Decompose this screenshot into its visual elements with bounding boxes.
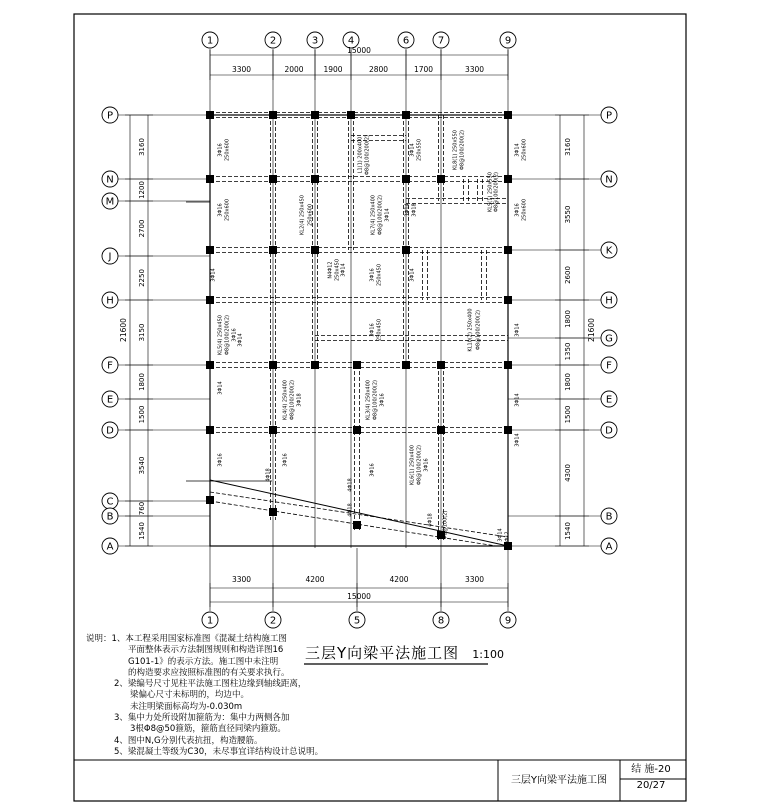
beam-annotation: 3Φ16 [369, 323, 376, 337]
dim-left-span: 1500 [138, 405, 146, 424]
dim-right-span: 1800 [564, 373, 572, 391]
note-line: 4、图中N,G分别代表抗扭，构造腰筋。 [114, 735, 263, 746]
grid-bubble-top-9-label: 9 [504, 35, 512, 47]
beam-annotation: 250x550 [416, 138, 423, 162]
note-line: 平面整体表示方法制图规则和构造详图16 [128, 645, 284, 656]
column-25 [504, 361, 512, 369]
column-13 [269, 246, 277, 254]
beam-annotation: 3Φ16 [369, 268, 376, 282]
beam-annotation: 3Φ16 [217, 143, 224, 157]
beam-annotation: 3Φ18 [296, 393, 303, 407]
column-16 [504, 246, 512, 254]
column-29 [437, 426, 445, 434]
column-21 [311, 361, 319, 369]
beam-annotation: Φ8@100/200(2) [289, 380, 296, 420]
dim-right-span: 4300 [564, 464, 572, 482]
dim-bottom-span: 4200 [389, 575, 409, 584]
column-11 [504, 175, 512, 183]
drawing-title-text: 三层Y向梁平法施工图 [305, 644, 460, 662]
beam-annotation: 3Φ14 [514, 143, 521, 157]
grid-bubble-right-D-label: D [605, 425, 613, 437]
grid-bubble-left-E-label: E [106, 394, 114, 406]
dim-left-total: 21600 [119, 318, 128, 342]
grid-bubble-top-4-label: 4 [347, 35, 355, 47]
beam-annotation: KL8(1) 250x550 [452, 130, 459, 170]
grid-bubble-left-C-label: C [106, 496, 114, 508]
dim-top-span: 2000 [284, 65, 304, 74]
beam-annotation: KL5(4) 250x450 [217, 315, 224, 355]
grid-bubble-top-1-label: 1 [206, 35, 214, 47]
beam-annotation: 3Φ14 [210, 268, 217, 282]
beam-annotation: 250x600 [307, 203, 314, 227]
beam-annotation: 3Φ16 [514, 203, 521, 217]
column-19 [206, 361, 214, 369]
beam-annotation: KL9(1) 250x550 [487, 172, 494, 212]
column-10 [437, 175, 445, 183]
beam-annotation: KL10(2) 250x400 [467, 308, 474, 352]
column-8 [311, 175, 319, 183]
beam-annotation: N2Φ12 [504, 531, 511, 549]
beam-annotation: KL2(4) 250x450 [299, 195, 306, 235]
column-30 [504, 426, 512, 434]
grid-bubble-left-P-label: P [106, 110, 114, 122]
beam-annotation: N4Φ12 [327, 261, 334, 279]
column-17 [206, 296, 214, 304]
grid-bubble-right-H-label: H [605, 295, 613, 307]
column-18 [504, 296, 512, 304]
drawing-title [305, 642, 504, 663]
beam-annotation: 4Φ18 [427, 513, 434, 527]
beam-annotation: Φ8@100/200(2) [372, 380, 379, 420]
column-14 [311, 246, 319, 254]
column-5 [504, 111, 512, 119]
grid-bubble-top-6-label: 6 [402, 35, 410, 47]
column-23 [402, 361, 410, 369]
beam-annotation: 3Φ16 [217, 453, 224, 467]
dim-right-span: 1540 [564, 522, 572, 540]
grid-bubble-left-H-label: H [106, 295, 114, 307]
grid-bubble-left-F-label: F [107, 360, 113, 372]
grid-bubble-bottom-2-label: 2 [269, 615, 277, 627]
dim-left-span: 3540 [138, 456, 146, 475]
dim-right-span: 1800 [564, 310, 572, 328]
beam-annotation: 3Φ14 [409, 268, 416, 282]
beam-annotation: 3Φ14 [404, 203, 411, 217]
grid-bubble-left-D-label: D [106, 425, 114, 437]
dim-right-span: 2600 [564, 266, 572, 284]
dim-top-span: 1900 [323, 65, 343, 74]
column-26 [206, 426, 214, 434]
dim-left-span: 2250 [138, 269, 146, 287]
general-notes [86, 634, 326, 758]
grid-bubble-bottom-5-label: 5 [353, 615, 361, 627]
column-1 [269, 111, 277, 119]
dim-top-span: 3300 [464, 65, 485, 74]
grid-bubble-right-A-label: A [605, 541, 613, 553]
beam-annotation: KL3(4) 250x400 [365, 380, 372, 420]
note-line: 说明：1、本工程采用国家标准图《混凝土结构施工图 [86, 634, 287, 644]
beam-annotation: KL7(4) 250x400 [370, 195, 377, 235]
note-line: 未注明梁面标高均为-0.030m [130, 701, 243, 712]
beam-annotation: 3Φ14 [237, 333, 244, 347]
beam-annotation: L1(1) 200x400 [357, 136, 364, 174]
column-33 [353, 521, 361, 529]
drawing-scale: 1:100 [472, 648, 504, 661]
beam-annotation: Φ8@100/200(2) [364, 135, 371, 175]
grid-bubble-top-3-label: 3 [311, 35, 319, 47]
grid-bubble-top-2-label: 2 [269, 35, 277, 47]
grid-bubble-left-A-label: A [106, 541, 114, 553]
beam-slant-b [210, 492, 508, 537]
column-4 [402, 111, 410, 119]
column-6 [206, 175, 214, 183]
dim-right-span: 1350 [564, 342, 572, 361]
dim-bottom-span: 3300 [464, 575, 485, 584]
floor-plan [102, 32, 617, 628]
beam-annotation: 3Φ16 [217, 203, 224, 217]
column-32 [269, 508, 277, 516]
note-line: 梁偏心尺寸未标明的，均边中。 [130, 690, 250, 701]
dim-right-span: 1500 [564, 405, 572, 424]
dim-bottom-total: 15000 [347, 592, 371, 601]
dim-left-span: 2700 [138, 219, 146, 238]
beam-annotation: 3Φ14 [514, 393, 521, 407]
dim-left-span: 760 [138, 501, 146, 516]
column-12 [206, 246, 214, 254]
grid-bubble-right-N-label: N [605, 174, 613, 186]
note-line: 2、梁编号尺寸见柱平法施工图柱边缘到轴线距离， [114, 679, 307, 690]
grid-bubble-right-E-label: E [605, 394, 613, 406]
beam-annotation: 3Φ16 [369, 463, 376, 477]
dim-left-span: 3150 [138, 323, 146, 342]
dim-bottom-span: 3300 [231, 575, 252, 584]
column-27 [269, 426, 277, 434]
grid-bubble-right-B-label: B [605, 511, 613, 523]
beam-annotation: Φ8@100/200(2) [459, 130, 466, 170]
beam-annotation: 3Φ16 [282, 453, 289, 467]
column-0 [206, 111, 214, 119]
grid-bubble-bottom-9-label: 9 [504, 615, 512, 627]
beam-annotation: 3Φ14 [514, 433, 521, 447]
column-7 [269, 175, 277, 183]
titleblock-sheet-code: 结 施-20 [631, 764, 671, 775]
dim-top-span: 1700 [413, 65, 434, 74]
dim-right-span: 3160 [564, 138, 572, 156]
grid-bubble-right-G-label: G [605, 333, 613, 345]
beam-annotation: Φ8@100/200(2) [416, 445, 423, 485]
beam-annotation: 4Φ18 [347, 478, 354, 492]
beam-annotation: 3Φ16 [423, 458, 430, 472]
grid-bubble-left-B-label: B [106, 511, 114, 523]
beam-annotation: 250x450 [376, 263, 383, 287]
grid-bubble-bottom-8-label: 8 [437, 615, 445, 627]
column-2 [311, 111, 319, 119]
column-31 [206, 496, 214, 504]
beam-annotation: Φ8@100/200(2) [377, 195, 384, 235]
beam-annotation: 3Φ18 [411, 203, 418, 217]
column-28 [353, 426, 361, 434]
dim-left-span: 1200 [138, 181, 146, 199]
beam-annotation: 3Φ16 [379, 393, 386, 407]
dim-left-span: 1540 [138, 522, 146, 540]
grid-bubble-right-P-label: P [605, 110, 613, 122]
beam-annotation: 3Φ14 [409, 143, 416, 157]
beam-annotation: Φ8@100/200(2) [224, 315, 231, 355]
dim-top-span: 2800 [368, 65, 389, 74]
beam-annotation: 3Φ14 [340, 263, 347, 277]
dim-left-span: 3160 [138, 138, 146, 156]
beam-annotation: KL6(1) 250x400 [409, 445, 416, 485]
beam-annotation: KL4(4) 250x400 [282, 380, 289, 420]
beam-annotation: 250x450 [376, 318, 383, 342]
beam-annotation: Φ8@100/200(2) [493, 172, 500, 212]
column-15 [402, 246, 410, 254]
column-24 [437, 361, 445, 369]
beam-annotation: 4Φ18 [265, 468, 272, 482]
note-line: 的构造要求应按照标准图的有关要求执行。 [128, 667, 290, 678]
dim-bottom-span: 4200 [305, 575, 325, 584]
note-line: 3、集中力处所设附加箍筋为：集中力两侧各加 [114, 713, 290, 724]
dim-left-span: 1800 [138, 373, 146, 391]
grid-bubble-top-7-label: 7 [437, 35, 445, 47]
beam-annotation: 250x600 [521, 138, 528, 162]
beam-annotation: 3Φ14 [514, 323, 521, 337]
beam-annotation: 250x600 [521, 198, 528, 222]
dim-right-span: 3550 [564, 205, 572, 224]
beam-annotation: 4Φ18 [347, 503, 354, 517]
beam-annotation: Φ8@100/200(2) [475, 310, 482, 350]
grid-bubble-right-F-label: F [606, 360, 612, 372]
note-line: 3根Φ8@50箍筋，箍筋直径同梁内箍筋。 [130, 724, 286, 735]
grid-bubble-left-J-label: J [108, 251, 112, 263]
beam-annotation: 3Φ16 [231, 328, 238, 342]
grid-bubble-left-M-label: M [105, 196, 115, 208]
note-line: G101-1》的表示方法。施工图中未注明 [128, 656, 279, 667]
beam-annotation: Φ8@100(2) [442, 510, 449, 540]
note-line: 5、梁混凝土等级为C30，未尽事宜详结构设计总说明。 [114, 746, 324, 757]
beam-annotation: 250x450 [334, 258, 341, 282]
grid-bubble-right-K-label: K [605, 245, 613, 257]
dim-top-total: 15000 [347, 46, 371, 55]
column-20 [269, 361, 277, 369]
beam-annotation: 3Φ14 [217, 381, 224, 395]
column-9 [402, 175, 410, 183]
grid-bubble-left-N-label: N [106, 174, 114, 186]
beam-annotation: 250x600 [224, 198, 231, 222]
beam-annotation: 3Φ14 [497, 528, 504, 542]
dim-top-span: 3300 [231, 65, 252, 74]
titleblock-drawing-name: 三层Y向梁平法施工图 [510, 774, 608, 786]
beam-annotation: 250x600 [224, 138, 231, 162]
beam-slant-a [210, 480, 508, 546]
titleblock-sheet-page: 20/27 [636, 780, 666, 791]
column-3 [347, 111, 355, 119]
beam-annotation: 3Φ14 [384, 208, 391, 222]
column-22 [353, 361, 361, 369]
grid-bubble-bottom-1-label: 1 [206, 615, 214, 627]
dim-right-total: 21600 [587, 318, 596, 342]
